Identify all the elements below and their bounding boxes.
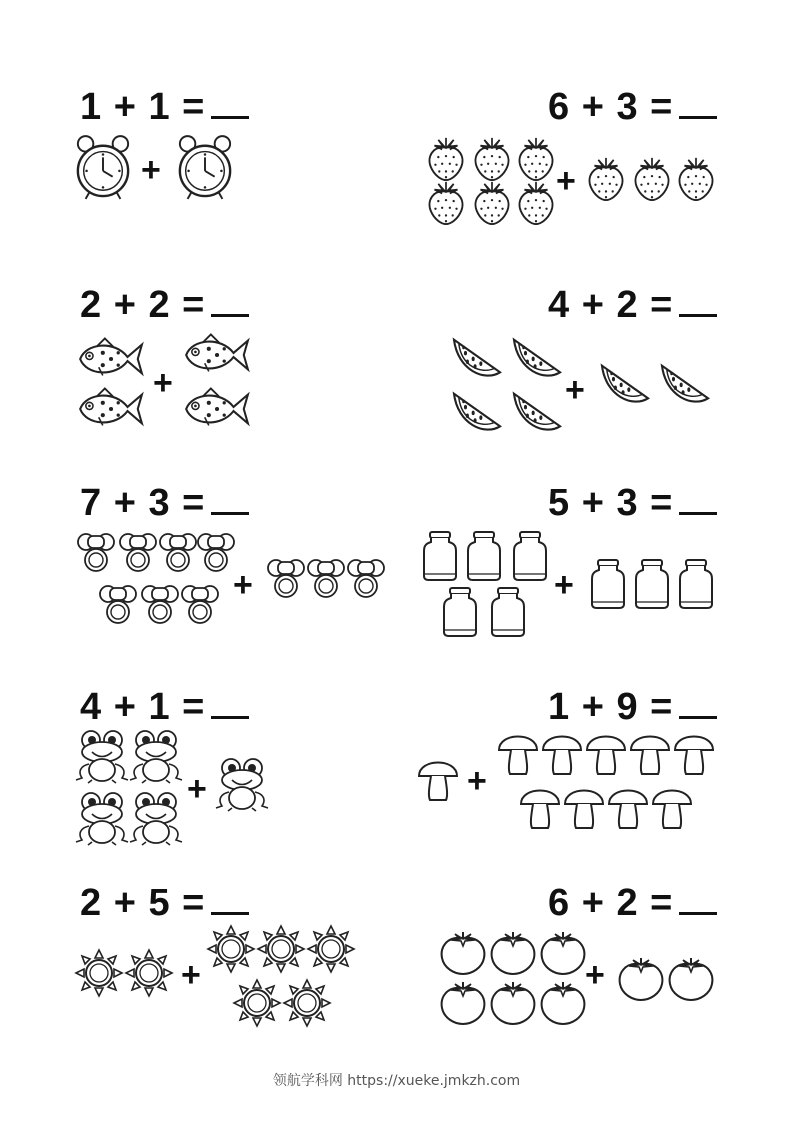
answer-blank[interactable]: [211, 284, 249, 317]
jar-icon: [490, 586, 526, 638]
equation-text: 1 + 1 =: [80, 86, 206, 128]
pacifier-icon: [346, 556, 386, 600]
watermelon-slice-icon: [656, 358, 714, 406]
jar-icon: [422, 530, 458, 582]
strawberry-icon: [514, 136, 558, 182]
answer-blank[interactable]: [211, 482, 249, 515]
mushroom-icon: [518, 782, 562, 830]
sun-icon: [256, 924, 306, 974]
sun-icon: [124, 948, 174, 998]
equation-10: [548, 882, 717, 922]
mushroom-icon: [562, 782, 606, 830]
answer-blank[interactable]: [211, 686, 249, 719]
answer-blank[interactable]: [211, 882, 249, 915]
plus-sign: +: [141, 151, 161, 189]
fish-icon: [180, 386, 252, 432]
equation-text: 7 + 3 =: [80, 482, 206, 524]
equation-text: 4 + 2 =: [548, 284, 674, 326]
footer-watermark: 领航学科网 https://xueke.jmkzh.com: [272, 1073, 521, 1089]
fish-icon: [180, 332, 252, 378]
strawberry-icon: [424, 136, 468, 182]
jar-icon: [590, 558, 626, 610]
answer-blank[interactable]: [211, 86, 249, 119]
answer-blank[interactable]: [679, 686, 717, 719]
tomato-icon: [538, 980, 588, 1026]
plus-sign: +: [554, 566, 574, 604]
mushroom-icon: [650, 782, 694, 830]
strawberry-icon: [630, 156, 674, 202]
answer-blank[interactable]: [679, 284, 717, 317]
jar-icon: [634, 558, 670, 610]
pacifier-icon: [118, 530, 158, 574]
answer-blank[interactable]: [679, 86, 717, 119]
tomato-icon: [616, 956, 666, 1002]
jar-icon: [442, 586, 478, 638]
frog-icon: [214, 756, 270, 812]
tomato-icon: [488, 980, 538, 1026]
sun-icon: [206, 924, 256, 974]
tomato-icon: [488, 930, 538, 976]
jar-icon: [512, 530, 548, 582]
sun-icon: [306, 924, 356, 974]
pacifier-icon: [266, 556, 306, 600]
frog-icon: [128, 728, 184, 784]
plus-sign: +: [556, 162, 576, 200]
tomato-icon: [438, 980, 488, 1026]
watermelon-slice-icon: [596, 358, 654, 406]
sun-icon: [74, 948, 124, 998]
strawberry-icon: [470, 180, 514, 226]
frog-icon: [74, 790, 130, 846]
equation-6: [548, 482, 717, 522]
pacifier-icon: [140, 582, 180, 626]
plus-sign: +: [181, 956, 201, 994]
watermelon-slice-icon: [448, 332, 506, 380]
alarm-clock-icon: [176, 134, 234, 202]
mushroom-icon: [628, 728, 672, 776]
tomato-icon: [438, 930, 488, 976]
pacifier-icon: [196, 530, 236, 574]
pacifier-icon: [98, 582, 138, 626]
sun-icon: [282, 978, 332, 1028]
equation-4: [548, 284, 717, 324]
answer-blank[interactable]: [679, 482, 717, 515]
strawberry-icon: [470, 136, 514, 182]
frog-icon: [128, 790, 184, 846]
pacifier-icon: [76, 530, 116, 574]
equation-5: [80, 482, 249, 522]
plus-sign: +: [233, 566, 253, 604]
tomato-icon: [538, 930, 588, 976]
plus-sign: +: [467, 762, 487, 800]
mushroom-icon: [496, 728, 540, 776]
equation-8: [548, 686, 717, 726]
equation-2: [548, 86, 717, 126]
equation-text: 2 + 5 =: [80, 882, 206, 924]
mushroom-icon: [416, 754, 460, 802]
strawberry-icon: [424, 180, 468, 226]
sun-icon: [232, 978, 282, 1028]
strawberry-icon: [584, 156, 628, 202]
plus-sign: +: [585, 956, 605, 994]
watermelon-slice-icon: [508, 332, 566, 380]
pacifier-icon: [158, 530, 198, 574]
plus-sign: +: [187, 770, 207, 808]
jar-icon: [466, 530, 502, 582]
answer-blank[interactable]: [679, 882, 717, 915]
pacifier-icon: [306, 556, 346, 600]
fish-icon: [74, 336, 146, 382]
equation-text: 6 + 3 =: [548, 86, 674, 128]
equation-text: 5 + 3 =: [548, 482, 674, 524]
mushroom-icon: [540, 728, 584, 776]
strawberry-icon: [674, 156, 718, 202]
plus-sign: +: [565, 371, 585, 409]
alarm-clock-icon: [74, 134, 132, 202]
frog-icon: [74, 728, 130, 784]
equation-text: 4 + 1 =: [80, 686, 206, 728]
tomato-icon: [666, 956, 716, 1002]
equation-9: [80, 882, 249, 922]
watermelon-slice-icon: [508, 386, 566, 434]
plus-sign: +: [153, 364, 173, 402]
jar-icon: [678, 558, 714, 610]
mushroom-icon: [606, 782, 650, 830]
pacifier-icon: [180, 582, 220, 626]
equation-text: 6 + 2 =: [548, 882, 674, 924]
mushroom-icon: [584, 728, 628, 776]
strawberry-icon: [514, 180, 558, 226]
watermelon-slice-icon: [448, 386, 506, 434]
equation-text: 2 + 2 =: [80, 284, 206, 326]
fish-icon: [74, 386, 146, 432]
equation-7: [80, 686, 249, 726]
equation-3: [80, 284, 249, 324]
mushroom-icon: [672, 728, 716, 776]
equation-text: 1 + 9 =: [548, 686, 674, 728]
equation-1: [80, 86, 249, 126]
